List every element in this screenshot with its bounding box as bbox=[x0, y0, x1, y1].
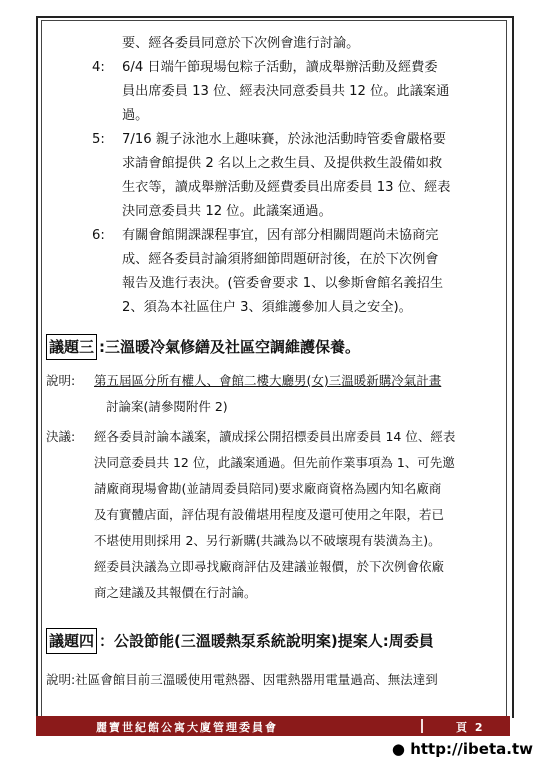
agenda-item-number: 6: bbox=[92, 228, 105, 243]
agenda-item-text: 7/16 親子泳池水上趣味賽，於泳池活動時管委會嚴格要 bbox=[122, 132, 446, 147]
committee-name: 麗寶世紀館公寓大廈管理委員會 bbox=[96, 721, 278, 734]
agenda-item-first-line bbox=[46, 224, 504, 248]
section-3-tag: 議題三 bbox=[46, 334, 97, 360]
carry-over-line: 要、經各委員同意於下次例會進行討論。 bbox=[122, 36, 360, 51]
agenda-item-continuation: 報告及進行表決。(管委會要求 1、以參斯會館名義招生 bbox=[122, 276, 444, 291]
watermark-text: http://ibeta.tw bbox=[410, 740, 533, 758]
agenda-item-continuation: 求請會館提供 2 名以上之救生員、及提供救生設備如救 bbox=[122, 156, 443, 171]
watermark-dot-icon: ● bbox=[391, 740, 411, 758]
section-3-description bbox=[46, 368, 504, 420]
section-4-title: ：公設節能(三溫暖熱泵系統說明案)提案人:周委員 bbox=[99, 632, 434, 650]
agenda-item bbox=[46, 56, 504, 128]
agenda-item-continuation: 生衣等，讀成舉辦活動及經費委員出席委員 13 位、經表 bbox=[122, 180, 451, 195]
agenda-item-first-line bbox=[46, 56, 504, 80]
document-body bbox=[46, 32, 504, 692]
agenda-item bbox=[46, 128, 504, 224]
agenda-item-first-line bbox=[46, 128, 504, 152]
resolution-line: 不堪使用則採用 2、另行新購(共識為以不破壞現有裝潢為主)。 bbox=[94, 533, 441, 548]
resolution-line: 經委員決議為立即尋找廠商評估及建議並報價，於下次例會依廠 bbox=[94, 559, 445, 574]
section-3-resolution bbox=[46, 424, 504, 606]
resolution-line: 商之建議及其報價在行討論。 bbox=[94, 585, 257, 600]
agenda-item-text: 6/4 日端午節現場包粽子活動，讀成舉辦活動及經費委 bbox=[122, 60, 438, 75]
agenda-item-continuation: 過。 bbox=[122, 108, 149, 123]
resolution-line: 及有實體店面，評估現有設備堪用程度及還可使用之年限，若已 bbox=[94, 507, 445, 522]
watermark-url bbox=[392, 740, 533, 758]
description-line: 討論案(請參閱附件 2) bbox=[106, 399, 228, 414]
resolution-line: 經各委員討論本議案，讀成採公開招標委員出席委員 14 位、經表 bbox=[94, 429, 456, 444]
footer-divider bbox=[421, 719, 423, 733]
resolution-label: 決議: bbox=[46, 429, 76, 444]
agenda-item-number: 4: bbox=[92, 60, 105, 75]
description-label: 說明: bbox=[46, 373, 76, 388]
page-number: 頁 2 bbox=[456, 721, 485, 734]
agenda-item bbox=[46, 224, 504, 320]
section-4-tag: 議題四 bbox=[46, 628, 97, 654]
section-4-description: 說明:社區會館目前三溫暖使用電熱器、因電熱器用電量過高、無法達到 bbox=[46, 672, 438, 687]
agenda-items bbox=[46, 56, 504, 320]
agenda-item-text: 有關會館開課課程事宜，因有部分相關問題尚未協商完 bbox=[122, 228, 439, 243]
agenda-item-continuation: 員出席委員 13 位、經表決同意委員共 12 位。此議案通 bbox=[122, 84, 450, 99]
description-line: 第五屆區分所有權人、會館二樓大廳男(女)三溫暖新購冷氣計畫 bbox=[94, 373, 442, 388]
agenda-item-number: 5: bbox=[92, 132, 105, 147]
section-4-heading bbox=[46, 628, 504, 654]
section-3-heading bbox=[46, 334, 504, 360]
agenda-item-continuation: 2、須為本社區住户 3、須維護參加人員之安全)。 bbox=[122, 300, 412, 315]
resolution-line: 決同意委員共 12 位，此議案通過。但先前作業事項為 1、可先邀 bbox=[94, 455, 455, 470]
agenda-item-continuation: 成、經各委員討論須將細節問題研討後，在於下次例會 bbox=[122, 252, 439, 267]
resolution-line: 請廠商現場會勘(並請周委員陪同)要求廠商資格為國内知名廠商 bbox=[94, 481, 442, 496]
page-footer bbox=[36, 716, 510, 736]
agenda-item-continuation: 決同意委員共 12 位。此議案通過。 bbox=[122, 204, 332, 219]
section-3-title: :三溫暖冷氣修繕及社區空調維護保養。 bbox=[99, 338, 361, 356]
